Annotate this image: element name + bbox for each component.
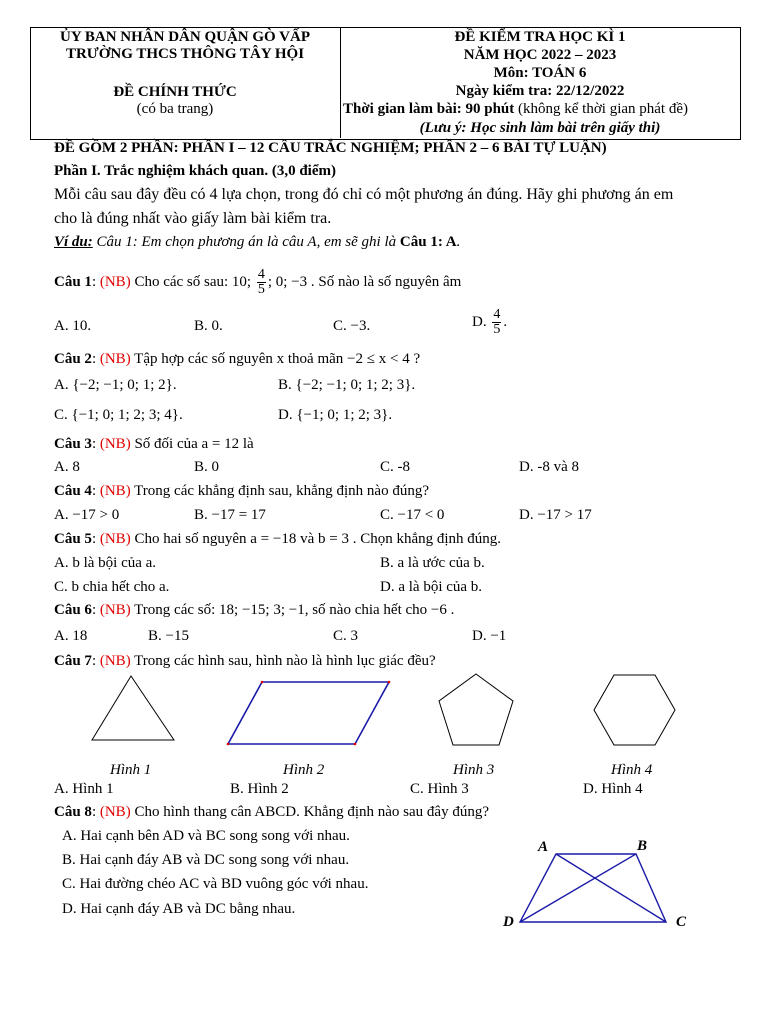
q4-option-d: D. −17 > 17 [519, 507, 592, 523]
q5-option-d: D. a là bội của b. [380, 579, 483, 595]
q3-label: Câu 3 [54, 436, 92, 452]
parallelogram-vertex [261, 681, 264, 684]
q5-level: (NB) [99, 531, 131, 547]
q1-text-a: Cho các số sau: 10; [134, 273, 252, 290]
q1-level: (NB) [99, 273, 131, 290]
part1-title: Phần I. Trắc nghiệm khách quan. (3,0 điểm) [54, 163, 336, 179]
q5-option-c: C. b chia hết cho a. [54, 579, 170, 595]
q6-label: Câu 6 [54, 602, 92, 618]
exam-structure: ĐỀ GỒM 2 PHẦN: PHẦN I – 12 CÂU TRẮC NGHIỆM; PHẦN 2 – 6 BÀI TỰ LUẬN) [54, 140, 607, 156]
q3-option-a: A. 8 [54, 459, 80, 475]
q6-option-d: D. −1 [472, 628, 507, 644]
instruction-line1: Mỗi câu sau đây đều có 4 lựa chọn, trong đó chỉ có một phương án đúng. Hãy ghi phương án em [54, 186, 674, 203]
q3-option-c: C. -8 [380, 459, 410, 475]
instruction-line2: cho là đúng nhất vào giấy làm bài kiểm tra. [54, 210, 332, 227]
figure-1-caption: Hình 1 [110, 762, 152, 778]
q5-label: Câu 5 [54, 531, 92, 547]
parallelogram-vertex [388, 681, 391, 684]
q7-option-b: B. Hình 2 [230, 781, 289, 797]
school-name: TRƯỜNG THCS THÔNG TÂY HỘI [65, 46, 305, 62]
q4-level: (NB) [99, 483, 131, 499]
q1-option-a: A. 10. [54, 318, 92, 334]
q1-d-num: 4 [493, 307, 501, 322]
q6-level: (NB) [99, 602, 131, 618]
q8-option-c: C. Hai đường chéo AC và BD vuông góc với nhau. [62, 876, 369, 892]
q1-frac-den: 5 [257, 282, 265, 297]
exam-date: Ngày kiểm tra: 22/12/2022 [455, 83, 625, 99]
trapezoid-figure [518, 852, 670, 926]
answer-sheet-note: (Lưu ý: Học sinh làm bài trên giấy thi) [419, 120, 661, 136]
figure-2-caption: Hình 2 [283, 762, 325, 778]
q1-d-fraction [492, 308, 501, 337]
q8-level: (NB) [99, 804, 131, 820]
q8-text: Cho hình thang cân ABCD. Khẳng định nào sau đây đúng? [134, 804, 489, 820]
q5-option-b: B. a là ước của b. [380, 555, 485, 571]
hexagon-shape [594, 675, 675, 745]
figure-4-caption: Hình 4 [611, 762, 653, 778]
q6-option-b: B. −15 [148, 628, 189, 644]
q6-option-c: C. 3 [333, 628, 359, 644]
q3-option-b: B. 0 [194, 459, 220, 475]
q4-stem: Câu 4: (NB) Trong các khẳng định sau, khẳng định nào đúng? [54, 483, 429, 499]
q7-level: (NB) [99, 653, 131, 669]
q4-option-c: C. −17 < 0 [380, 507, 445, 523]
q6-stem: Câu 6: (NB) Trong các số: 18; −15; 3; −1, số nào chia hết cho −6 . [54, 602, 455, 618]
q7-option-d: D. Hình 4 [583, 781, 643, 797]
page-count: (có ba trang) [136, 101, 214, 117]
q6-option-a: A. 18 [54, 628, 88, 644]
figure-4-hexagon [593, 673, 679, 747]
q3-level: (NB) [99, 436, 131, 452]
trapezoid-shape [520, 854, 666, 922]
q2-option-c: C. {−1; 0; 1; 2; 3; 4}. [54, 407, 183, 423]
q3-text: Số đối của a = 12 là [134, 436, 254, 452]
figure-1-triangle [90, 673, 180, 743]
pentagon-shape [439, 674, 513, 745]
q8-option-b: B. Hai cạnh đáy AB và DC song song với nhau. [62, 852, 350, 868]
example-answer: Câu 1: A [399, 234, 457, 250]
q1-d-prefix: D. [472, 313, 487, 330]
q8-stem: Câu 8: (NB) Cho hình thang cân ABCD. Khẳng định nào sau đây đúng? [54, 804, 489, 820]
example-text: Câu 1: Em chọn phương án là câu A, em sẽ ghi là [92, 234, 400, 250]
q1-fraction [257, 268, 266, 297]
time-limit-bold: Thời gian làm bài: 90 phút [343, 101, 515, 117]
official-label: ĐỀ CHÍNH THỨC [113, 84, 237, 100]
q5-text: Cho hai số nguyên a = −18 và b = 3 . Chọn khẳng định đúng. [134, 531, 502, 547]
q5-stem: Câu 5: (NB) Cho hai số nguyên a = −18 và b = 3 . Chọn khẳng định đúng. [54, 531, 502, 547]
figure-2-parallelogram [225, 680, 395, 748]
subject: Môn: TOÁN 6 [493, 65, 587, 81]
q7-label: Câu 7 [54, 653, 92, 669]
vertex-a-label: A [538, 839, 549, 855]
q2-option-d: D. {−1; 0; 1; 2; 3}. [278, 407, 393, 423]
vertex-d-label: D [503, 914, 514, 930]
q2-option-a: A. {−2; −1; 0; 1; 2}. [54, 377, 177, 393]
q1-text-b: ; 0; −3 . Số nào là số nguyên âm [267, 273, 462, 290]
q1-frac-num: 4 [257, 267, 265, 282]
parallelogram-vertex [227, 743, 230, 746]
parallelogram-shape [228, 682, 389, 744]
vertex-b-label: B [637, 838, 648, 854]
q8-label: Câu 8 [54, 804, 92, 820]
q4-option-a: A. −17 > 0 [54, 507, 120, 523]
vertex-c-label: C [676, 914, 687, 930]
exam-title: ĐỀ KIỂM TRA HỌC KÌ 1 [454, 29, 626, 45]
example-end: . [456, 234, 461, 250]
q7-option-c: C. Hình 3 [410, 781, 469, 797]
q1-option-c: C. −3. [333, 318, 371, 334]
parallelogram-vertex [354, 743, 357, 746]
q1-option-d [472, 308, 507, 337]
example-label: Ví du: [54, 234, 93, 250]
q7-text: Trong các hình sau, hình nào là hình lục giác đều? [134, 653, 436, 669]
q7-option-a: A. Hình 1 [54, 781, 114, 797]
q4-option-b: B. −17 = 17 [194, 507, 266, 523]
q1-d-den: 5 [493, 322, 501, 337]
q4-text: Trong các khẳng định sau, khẳng định nào đúng? [134, 483, 429, 499]
example-line [54, 234, 460, 251]
figure-3-caption: Hình 3 [453, 762, 495, 778]
q2-label: Câu 2 [54, 351, 92, 367]
q3-stem: Câu 3: (NB) Số đối của a = 12 là [54, 436, 254, 452]
q1-d-suffix: . [503, 313, 508, 330]
q2-text: Tập hợp các số nguyên x thoả mãn −2 ≤ x < 4 ? [134, 351, 421, 367]
q8-option-d: D. Hai cạnh đáy AB và DC bằng nhau. [62, 901, 296, 917]
q1-stem: Câu 1: (NB) Cho các số sau: 10; $\frac{4}{5}$ ; 0; −3 . Số nào là số nguyên âm [54, 267, 462, 297]
q2-stem: Câu 2: (NB) Tập hợp các số nguyên x thoả mãn −2 ≤ x < 4 ? [54, 351, 421, 367]
q2-level: (NB) [99, 351, 131, 367]
school-year: NĂM HỌC 2022 – 2023 [463, 47, 617, 63]
diagonal-ac [556, 854, 666, 922]
q1-option-b: B. 0. [194, 318, 223, 334]
q3-option-d: D. -8 và 8 [519, 459, 579, 475]
q2-option-b: B. {−2; −1; 0; 1; 2; 3}. [278, 377, 416, 393]
q4-label: Câu 4 [54, 483, 92, 499]
q6-text: Trong các số: 18; −15; 3; −1, số nào chia hết cho −6 . [134, 602, 455, 618]
q8-option-a: A. Hai cạnh bên AD và BC song song với nhau. [62, 828, 350, 844]
q1-label: Câu 1 [54, 273, 92, 290]
time-limit-note: (không kể thời gian phát đề) [518, 101, 689, 117]
figure-3-pentagon [437, 672, 517, 748]
q5-option-a: A. b là bội của a. [54, 555, 157, 571]
time-limit [343, 101, 688, 118]
triangle-shape [92, 676, 174, 740]
q7-stem: Câu 7: (NB) Trong các hình sau, hình nào là hình lục giác đều? [54, 653, 436, 669]
district-name: ỦY BAN NHÂN DÂN QUẬN GÒ VẤP [60, 29, 310, 45]
